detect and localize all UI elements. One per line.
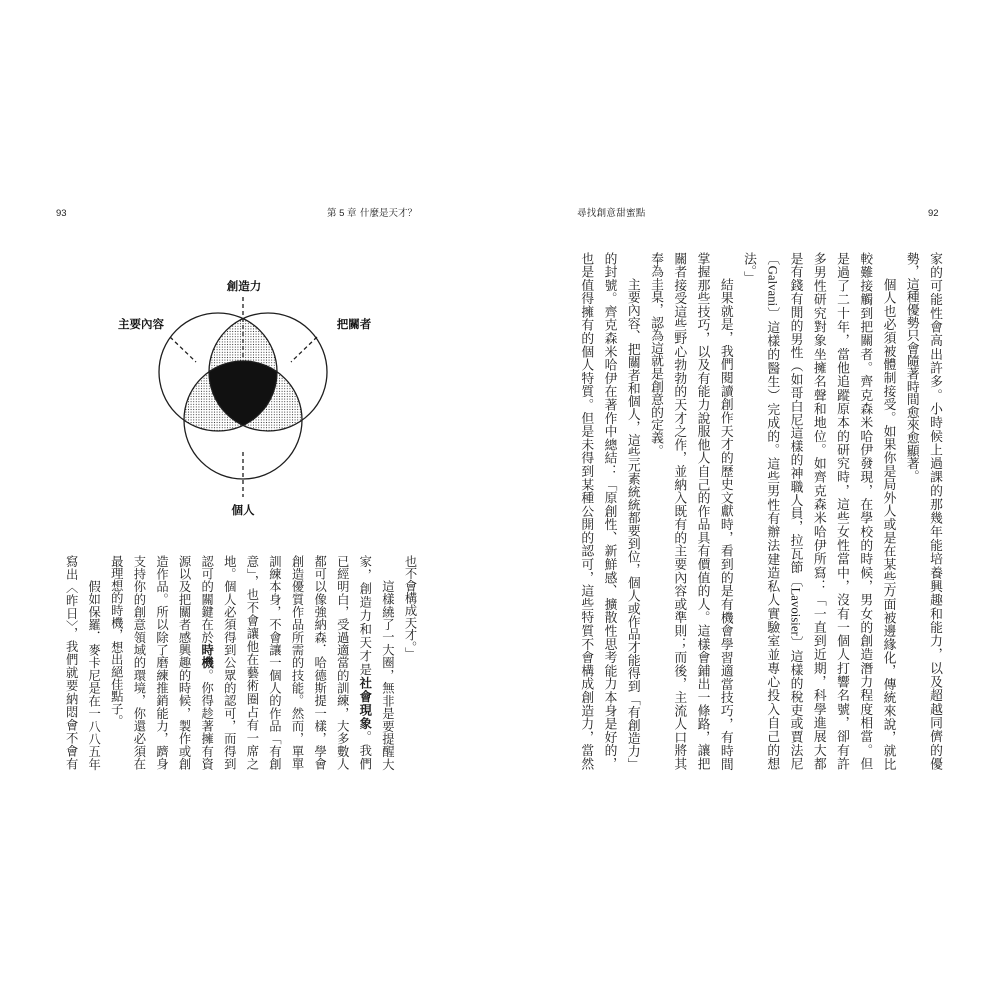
text-segment: 家，創造力和天才是 — [357, 555, 372, 677]
text-line: 是有錢有閒的男性（如哥白尼這樣的神職人員，拉瓦節〔Lavoisier〕這樣的稅吏或賈法尼 — [788, 252, 803, 770]
bold-term: 時機 — [199, 643, 214, 670]
right-page-body-text — [574, 252, 946, 770]
text-line: 創造優質作品所需的技能。然而，單單 — [290, 555, 305, 770]
text-line: 個人也必須被體制接受。如果你是局外人或是在某些方面被邊緣化，傳統來說，就比 — [881, 277, 896, 770]
text-line: 勢，這種優勢只會隨著時間愈來愈顯著。 — [904, 252, 919, 483]
venn-diagram — [90, 270, 400, 530]
text-line: 都可以像強納森．哈德斯提一樣，學會 — [312, 555, 327, 770]
text-segment: 認可的關鍵在於 — [199, 555, 214, 644]
text-line: 關者接受這些野心勃勃的天才之作，並納入既有的主要內容或準則；而後，主流人口將其 — [672, 252, 687, 770]
text-line: 假如保羅．麥卡尼是在一八八五年 — [86, 579, 101, 770]
text-line: 也是值得擁有的個人特質。但是未得到某種公開的認可，這些特質不會構成創造力，當然 — [579, 252, 594, 770]
text-line: 結果就是，我們閱讀創作天才的歷史文獻時，看到的是有機會學習適當技巧，有時間 — [718, 277, 733, 770]
gatekeeper-leader-line — [291, 337, 317, 362]
text-segment: 。你得趁著擁有資 — [199, 669, 214, 770]
text-line: 家的可能性會高出許多。小時候上過課的那幾年能培養興趣和能力，以及超越同儕的優 — [928, 252, 942, 770]
text-line: 主要內容、把關者和個人，這些元素統統都要到位，個人或作品才能得到「有創造力」 — [625, 277, 640, 770]
text-line: 較難接觸到把關者。齊克森米哈伊發現，在學校的時候，男女的創造潛力程度相當。但 — [858, 252, 873, 770]
text-line — [195, 555, 218, 770]
left-page-number: 93 — [56, 208, 67, 219]
chapter-title: 什麼是天才？ — [360, 208, 418, 219]
text-line: 最理想的時機，想出絕佳點子。 — [109, 555, 124, 728]
text-line: 掌握那些技巧，以及有能力說服他人自己的作品具有價值的人。這樣會鋪出一條路，讓把 — [695, 252, 710, 770]
left-page-body-text — [59, 555, 421, 770]
text-line: 法。」 — [742, 252, 756, 284]
text-line: 支持你的創意領域的環境，你還必須在 — [131, 555, 146, 770]
text-line: 也不會構成天才。」 — [403, 555, 417, 660]
chapter-label: 第 5 章 — [327, 208, 357, 219]
right-page-number: 92 — [928, 208, 939, 219]
text-line: 源以及把關者感興趣的時候，製作或創 — [177, 555, 192, 770]
text-line: 造作品。所以除了磨練推銷能力，躋身 — [154, 555, 169, 770]
content-label: 主要內容 — [118, 319, 164, 331]
text-line: 多男性研究對象坐擁名聲和地位。如齊克森米哈伊所寫：「一直到近期，科學進展大都 — [811, 252, 826, 770]
gatekeeper-label: 把關者 — [336, 319, 372, 331]
text-line: 已經明白，受過適當的訓練，大多數人 — [335, 555, 350, 770]
text-line: 訓練本身，不會讓一個人的作品「有創 — [267, 555, 282, 770]
text-line — [353, 555, 376, 770]
content-leader-line — [170, 337, 196, 362]
bold-term: 社會現象 — [357, 676, 372, 731]
text-line: 地。個人必須得到公眾的認可，而得到 — [222, 555, 237, 770]
text-line: 奉為圭臬，認為這就是創意的定義。 — [649, 252, 663, 457]
text-line: 意」，也不會讓他在藝術圈占有一席之 — [244, 555, 259, 770]
running-title: 尋找創意甜蜜點 — [577, 208, 646, 219]
creativity-label: 創造力 — [226, 281, 262, 293]
individual-label: 個人 — [231, 505, 255, 517]
text-line: 這樣繞了一大圈，無非是要提醒大 — [380, 579, 395, 770]
text-line: 寫出〈昨日〉，我們就要納悶會不會有 — [64, 555, 79, 770]
text-segment: 。我們 — [357, 730, 372, 771]
text-line: 〔Galvani〕這樣的醫生）完成的。這些男性有辦法建造私人實驗室並專心投入自己的想 — [765, 252, 780, 770]
text-line: 的封號。齊克森米哈伊在著作中總結：「原創性、新鮮感、擴散性思考能力本身是好的， — [602, 252, 617, 770]
text-line: 是過了二十年，當他追蹤原本的研究時，這些女性當中，沒有一個人打響名號，卻有許 — [835, 252, 849, 770]
